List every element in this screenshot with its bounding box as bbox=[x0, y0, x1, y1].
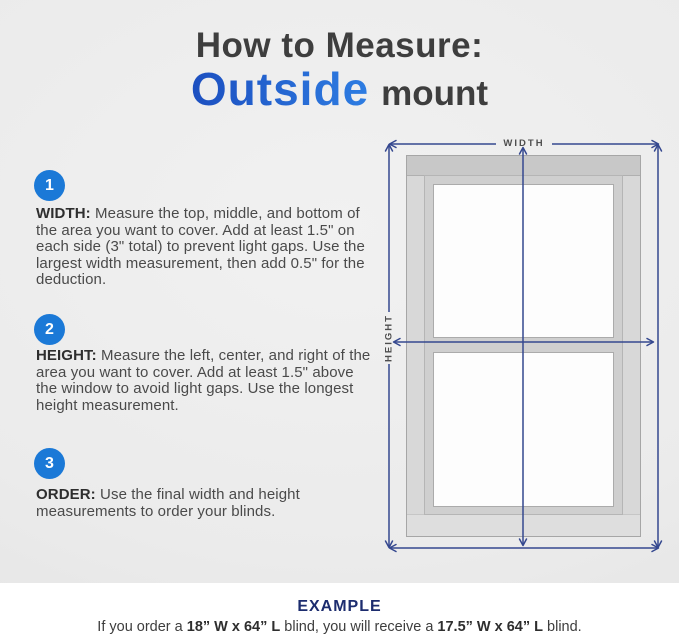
step-3-number: 3 bbox=[45, 454, 54, 472]
window-illustration bbox=[406, 155, 641, 537]
example-heading: EXAMPLE bbox=[297, 598, 382, 615]
step-3-badge bbox=[34, 448, 65, 479]
window-head-trim bbox=[407, 156, 640, 176]
window-sash-frame bbox=[424, 175, 623, 515]
step-1-body: Measure the top, middle, and bottom of the area you want to cover. Add at least 1.5" on each side (3" total) to prevent light gaps. Use the largest width measurement, then add 0.5" for the deduction. bbox=[36, 205, 365, 288]
step-3-text bbox=[36, 487, 376, 520]
height-dimension-label: HEIGHT bbox=[383, 314, 395, 362]
step-1-text bbox=[36, 206, 376, 289]
step-3-body: Use the final width and height measurements to order your blinds. bbox=[36, 486, 300, 520]
window-pane-lower bbox=[433, 352, 614, 507]
width-dimension-label: WIDTH bbox=[503, 138, 545, 149]
step-1-label: WIDTH: bbox=[36, 205, 91, 222]
title-line2 bbox=[0, 65, 679, 114]
step-2-number: 2 bbox=[45, 320, 54, 338]
step-3-label: ORDER: bbox=[36, 486, 96, 503]
example-section bbox=[0, 598, 679, 635]
window-pane-upper bbox=[433, 184, 614, 338]
example-middle: blind, you will receive a bbox=[280, 619, 438, 635]
example-receive-size: 17.5” W x 64” L bbox=[437, 619, 543, 635]
title-highlight-outside: Outside bbox=[190, 63, 370, 115]
step-2-text bbox=[36, 348, 376, 414]
example-prefix: If you order a bbox=[97, 619, 187, 635]
title-suffix-mount: mount bbox=[381, 74, 489, 113]
window-sill bbox=[407, 514, 640, 536]
title-line1: How to Measure: bbox=[195, 26, 484, 65]
step-1-badge bbox=[34, 170, 65, 201]
example-text bbox=[0, 619, 679, 635]
step-2-label: HEIGHT: bbox=[36, 347, 97, 364]
page-title bbox=[0, 27, 679, 114]
example-order-size: 18” W x 64” L bbox=[186, 619, 281, 635]
step-2-badge bbox=[34, 314, 65, 345]
example-suffix: blind. bbox=[543, 619, 582, 635]
step-2-body: Measure the left, center, and right of the area you want to cover. Add at least 1.5" above the window to avoid light gaps. Use the longest height measurement. bbox=[36, 347, 371, 414]
step-1-number: 1 bbox=[45, 176, 54, 194]
